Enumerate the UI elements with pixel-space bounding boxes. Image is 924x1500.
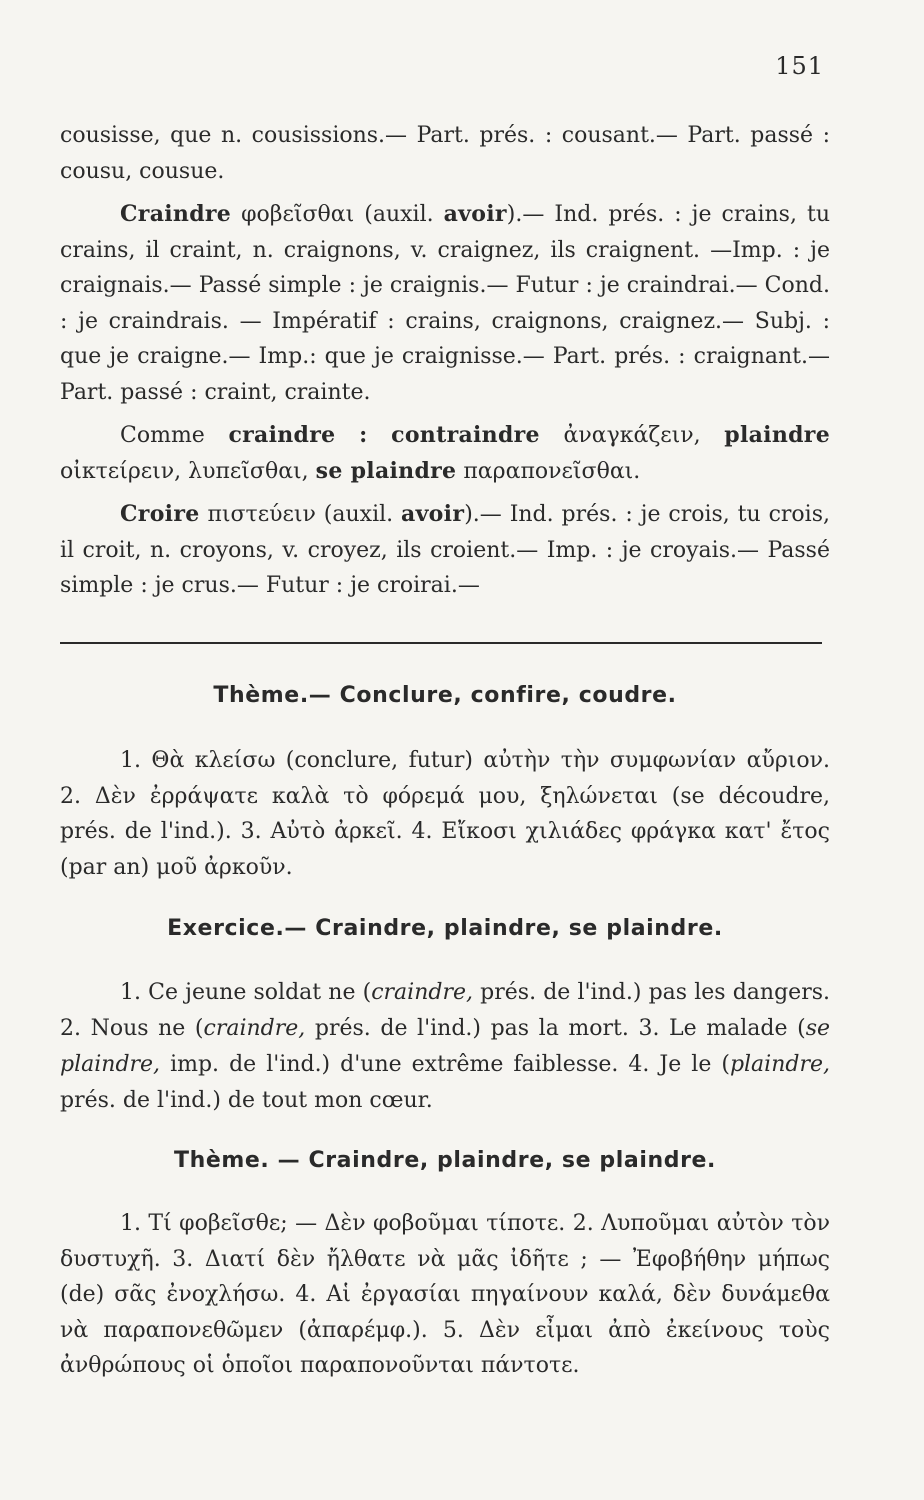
page-number: 151 bbox=[775, 52, 824, 80]
comme-se-plaindre-greek: παραπονεῖσθαι. bbox=[463, 458, 641, 484]
exercise-part: imp. de l'ind.) d'une extrême faiblesse. 4. Je le ( bbox=[160, 1051, 730, 1077]
croire-conjugation: ).— Ind. prés. : je crois, tu crois, il croit, n. croyons, v. croyez, ils croient.— Imp. : je croyais.— Passé simple : je crus.— Futur : je croirai.— bbox=[60, 502, 830, 598]
theme2-title: Thème. — Craindre, plaindre, se plaindre. bbox=[173, 1147, 717, 1173]
page-body bbox=[60, 118, 830, 1384]
craindre-greek: φοβεῖσθαι bbox=[241, 202, 355, 227]
craindre-conjugation: ).— Ind. prés. : je crains, tu crains, il craint, n. craignons, v. craignez, ils craignent. —Imp. : je craignais.— Passé simple : je craignis.— Futur : je craindrai.— Cond. : je craindrais. — Impératif : crains, craignons, craignez.— Subj. : que je craigne.— Imp.: que je craignisse.— Part. prés. : craignant.— Part. passé : craint, crainte. bbox=[60, 202, 830, 405]
theme1-text: 1. Θὰ κλείσω (conclure, futur) αὐτὴν τὴν συμφωνίαν αὔριον. 2. Δὲν ἐρράψατε καλὰ τὸ φόρεμά μου, ξηλώνεται (se découdre, prés. de l'ind.). 3. Αὐτὸ ἀρκεῖ. 4. Εἴκοσι χιλιάδες φράγκα κατ' ἔτος (par an) μοῦ ἀρκοῦν. bbox=[60, 748, 830, 880]
croire-greek: πιστεύειν bbox=[207, 502, 316, 527]
croire-aux-open: (auxil. bbox=[323, 502, 394, 527]
section-divider bbox=[60, 642, 822, 644]
exercise-part: prés. de l'ind.) pas les dangers. 2. Nous ne ( bbox=[60, 979, 830, 1041]
comme-plaindre-greek: οἰκτείρειν, λυπεῖσθαι, bbox=[60, 458, 309, 484]
exercise-title: Exercice.— Craindre, plaindre, se plaindre. bbox=[167, 916, 723, 941]
croire-aux-word: avoir bbox=[401, 501, 465, 527]
comme-lead: Comme bbox=[120, 423, 205, 448]
comme-plaindre: plaindre bbox=[724, 422, 830, 448]
exercise-part: prés. de l'ind.) de tout mon cœur. bbox=[60, 1087, 433, 1113]
craindre-aux-open: (auxil. bbox=[364, 202, 434, 227]
exercise-part: 1. Ce jeune soldat ne ( bbox=[120, 979, 372, 1005]
exercise-verb: plaindre, bbox=[729, 1051, 830, 1077]
theme1-title: Thème.— Conclure, confire, coudre. bbox=[213, 682, 677, 708]
exercise-part: prés. de l'ind.) pas la mort. 3. Le malade ( bbox=[305, 1015, 806, 1041]
exercise-verb: se plaindre, bbox=[60, 1015, 830, 1077]
comme-colon: : bbox=[359, 422, 368, 448]
croire-head: Croire bbox=[120, 501, 200, 527]
craindre-entry bbox=[60, 197, 830, 410]
craindre-head: Craindre bbox=[120, 201, 232, 227]
comme-se-plaindre: se plaindre bbox=[315, 457, 457, 484]
exercise-verb: craindre, bbox=[203, 1015, 306, 1041]
comme-contraindre: contraindre bbox=[391, 422, 540, 448]
comme-entry bbox=[60, 418, 830, 489]
theme2-text: 1. Τί φοβεῖσθε; — Δὲν φοβοῦμαι τίποτε. 2. Λυποῦμαι αὐτὸν τὸν δυστυχῆ. 3. Διατί δὲν ἤλθατε νὰ μᾶς ἰδῆτε ; — Ἐφοβήθην μήπως (de) σᾶς ἐνοχλήσω. 4. Αἱ ἐργασίαι πηγαίνουν καλά, δὲν δυνάμεθα νὰ παραπονεθῶμεν (ἀπαρέμφ.). 5. Δὲν εἶμαι ἀπὸ ἐκείνους τοὺς ἀνθρώπους οἱ ὁποῖοι παραπονοῦνται πάντοτε. bbox=[60, 1211, 830, 1378]
exercise-verb: craindre, bbox=[371, 979, 473, 1005]
craindre-aux-word: avoir bbox=[443, 201, 507, 227]
croire-entry bbox=[60, 497, 830, 604]
comme-craindre: craindre bbox=[228, 422, 336, 448]
conjugation-intro: cousisse, que n. cousissions.— Part. prés. : cousant.— Part. passé : cousu, cousue. bbox=[60, 123, 830, 184]
comme-contraindre-greek: ἀναγκάζειν, bbox=[563, 423, 701, 448]
exercise-text bbox=[60, 975, 830, 1119]
